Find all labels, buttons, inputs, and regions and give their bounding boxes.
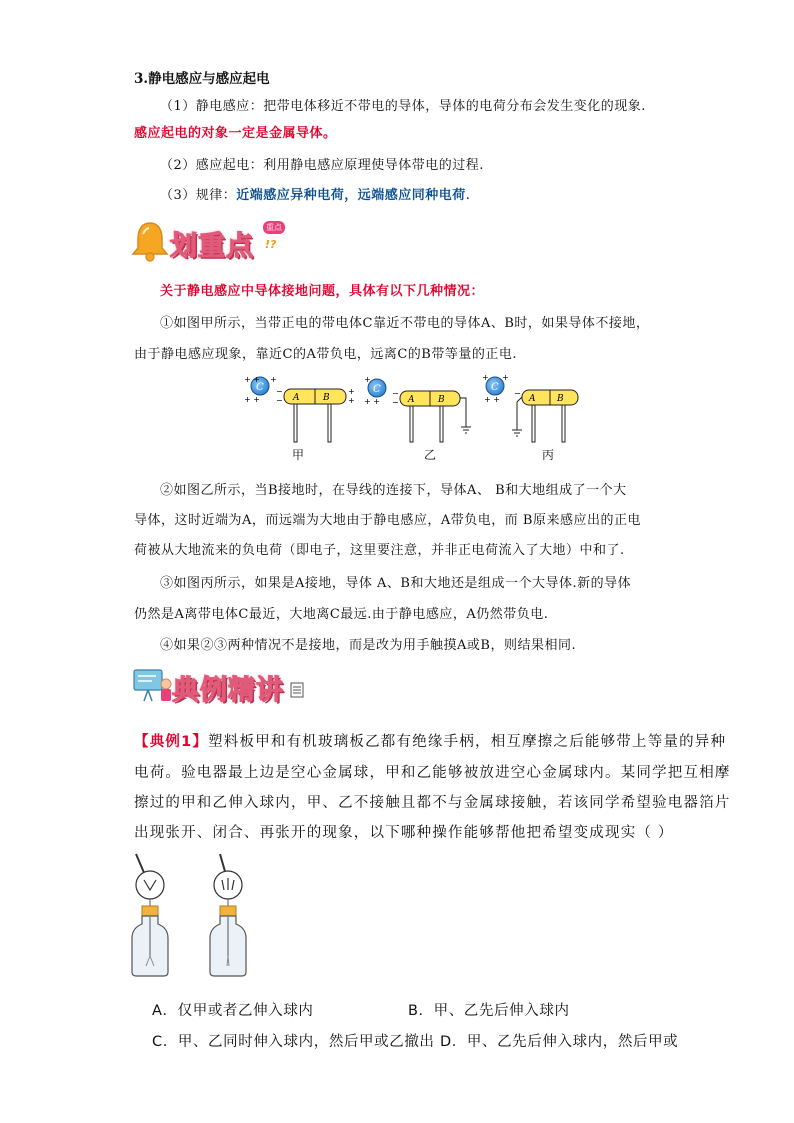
svg-text:+: + [502,373,509,382]
banner-title: 划重点 [170,231,254,262]
paragraph-static-induction: （1）静电感应：把带电体移近不带电的导体，导体的电荷分布会发生变化的现象. [160,99,646,114]
banner-title-examples: 典例精讲 [172,675,284,706]
note-red: 感应起电的对象一定是金属导体。 [134,126,337,141]
item2-line3: 荷被从大地流来的负电荷（即电子，这里要注意，并非正电荷流入了大地）中和了. [134,543,625,558]
paragraph-rule [160,184,470,203]
svg-text:C: C [373,384,381,395]
svg-text:+ +: + + [244,395,260,404]
svg-text:−: − [514,389,521,398]
option-c[interactable]: C．甲、乙同时伸入球内，然后甲或乙撤出 [152,1034,435,1050]
svg-text:+ +: + + [484,395,500,404]
figure-label-jia: 甲 [292,448,305,462]
svg-text:+: + [348,396,355,405]
svg-text:+ +: + + [244,375,260,384]
section-heading: 3.静电感应与感应起电 [134,71,270,87]
svg-text:B: B [557,394,564,404]
example-text-1: 塑料板甲和有机玻璃板乙都有绝缘手柄，相互摩擦之后能够带上等量的异种 [208,734,727,750]
item1-line1: ①如图甲所示，当带正电的带电体C靠近不带电的导体A、B时，如果导体不接地， [160,316,650,331]
figure-jia [244,375,355,442]
example-line3: 擦过的甲和乙伸入球内，甲、乙不接触且都不与金属球接触，若该同学希望验电器箔片 [134,795,731,811]
item3-line2: 仍然是A离带电体C最近，大地离C最远.由于静电感应，A仍然带负电. [134,607,549,622]
option-b[interactable]: B．甲、乙先后伸入球内 [408,1003,570,1019]
svg-text:+: + [482,373,489,382]
svg-text:A: A [293,393,300,403]
bell-icon [130,220,170,262]
book-icon [290,682,304,698]
rule-text: 近端感应异种电荷，远端感应同种电荷 [236,188,466,203]
option-a[interactable]: A．仅甲或者乙伸入球内 [152,1003,314,1019]
electroscope-right [210,854,246,976]
svg-text:+: + [270,375,277,384]
example-tag: 【典例1】 [134,734,209,750]
rule-prefix: （3）规律： [160,188,237,203]
electroscope-figure [128,852,298,980]
item2-line1: ②如图乙所示，当B接地时，在导线的连接下，导体A、 B和大地组成了一个大 [160,483,627,498]
figure-yi [364,375,471,442]
svg-text:A: A [408,395,415,405]
svg-text:+: + [364,375,371,384]
figure-bing [482,373,578,442]
banner-mark: !? [265,238,277,251]
svg-text:C: C [491,382,499,393]
figure-label-yi: 乙 [424,448,437,462]
example-line2: 电荷。验电器最上边是空心金属球，甲和乙能够被放进空心金属球内。某同学把互相摩 [134,765,731,781]
svg-text:B: B [438,395,445,405]
examples-banner [130,664,320,706]
keypoints-intro: 关于静电感应中导体接地问题，具体有以下几种情况： [160,284,485,299]
svg-text:−: − [276,396,283,405]
item1-line2: 由于静电感应现象，靠近C的A带负电，远离C的B带等量的正电. [134,347,517,362]
option-d[interactable]: D．甲、乙先后伸入球内，然后甲或 [440,1034,679,1050]
svg-text:+ +: + + [364,397,380,406]
teacher-board-icon [130,664,174,704]
svg-text:B: B [323,393,330,403]
svg-text:−: − [392,398,399,407]
paragraph-induction-charging: （2）感应起电：利用静电感应原理使导体带电的过程. [160,158,484,173]
banner-badge: 重点 [263,221,285,234]
svg-text:+: + [348,387,355,396]
electroscope-left [132,854,168,976]
example-line1 [134,730,726,751]
rule-suffix: . [465,188,471,203]
svg-text:A: A [529,394,536,404]
figure-label-bing: 丙 [542,448,555,462]
example-line4: 出现张开、闭合、再张开的现象，以下哪种操作能够帮他把希望变成现实（ ） [134,825,674,841]
item4: ④如果②③两种情况不是接地，而是改为用手触摸A或B，则结果相同. [160,638,577,653]
svg-text:−: − [392,389,399,398]
svg-text:−: − [276,387,283,396]
item2-line2: 导体，这时近端为A，而远端为大地由于静电感应，A带负电，而 B原来感应出的正电 [134,513,641,528]
sphere-c-label: C [256,382,264,393]
item3-line1: ③如图丙所示，如果是A接地，导体 A、B和大地还是组成一个大导体.新的导体 [160,576,632,591]
key-points-banner [130,218,290,264]
